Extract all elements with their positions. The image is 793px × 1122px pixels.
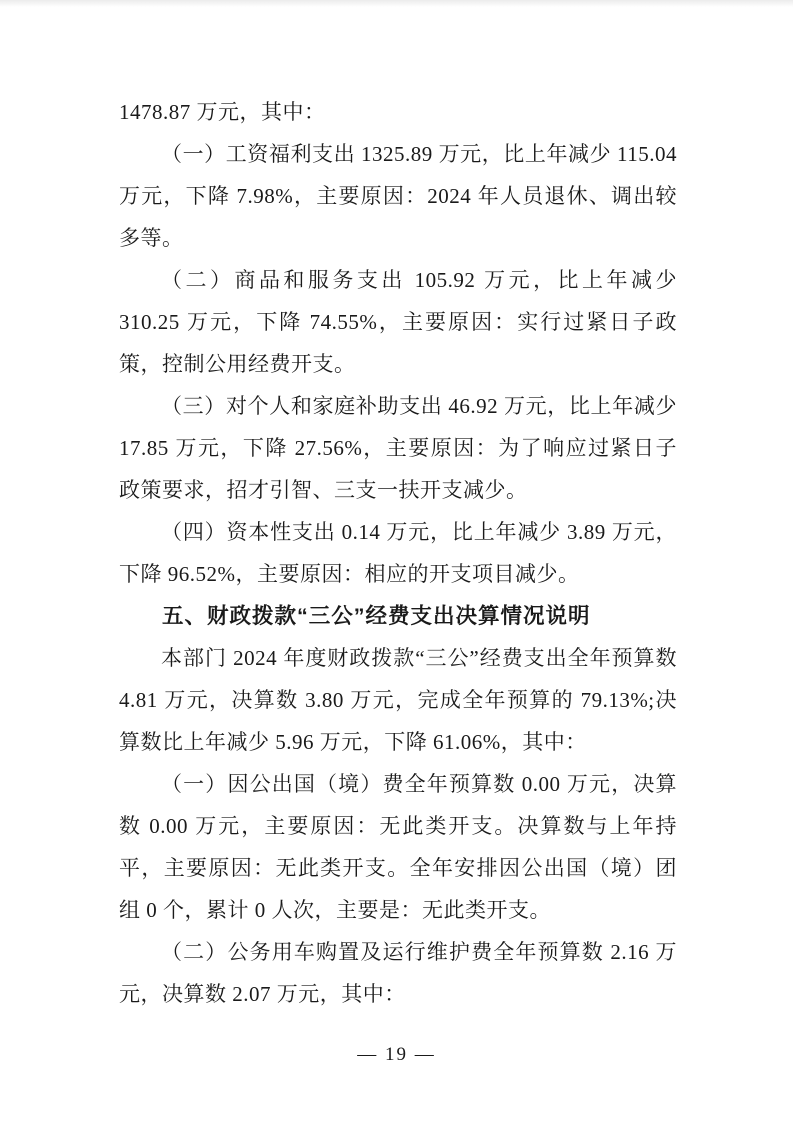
paragraph-individual-family-subsidy-expenditure: （三）对个人和家庭补助支出 46.92 万元，比上年减少 17.85 万元，下降 27.56%，主要原因：为了响应过紧日子政策要求，招才引智、三支一扶开支减少。	[119, 394, 677, 502]
section-heading-three-public-expenses: 五、财政拨款“三公”经费支出决算情况说明	[162, 604, 591, 628]
page-top-edge-shadow	[0, 0, 793, 7]
paragraph-official-vehicle-expenses: （二）公务用车购置及运行维护费全年预算数 2.16 万元，决算数 2.07 万元，其中：	[119, 940, 677, 1006]
page-number: — 19 —	[357, 1044, 436, 1065]
paragraph-three-public-expenses-summary: 本部门 2024 年度财政拨款“三公”经费支出全年预算数 4.81 万元，决算数 3.80 万元，完成全年预算的 79.13%;决算数比上年减少 5.96 万元，下降 61.06%，其中：	[119, 646, 677, 754]
page-footer	[0, 1040, 793, 1070]
paragraph-overseas-travel-expenses: （一）因公出国（境）费全年预算数 0.00 万元，决算数 0.00 万元，主要原因：无此类开支。决算数与上年持平，主要原因：无此类开支。全年安排因公出国（境）团组 0 个，累计 0 人次，主要是：无此类开支。	[119, 772, 677, 922]
paragraph-capital-expenditure: （四）资本性支出 0.14 万元，比上年减少 3.89 万元，下降 96.52%，主要原因：相应的开支项目减少。	[119, 520, 677, 586]
paragraph-goods-services-expenditure: （二）商品和服务支出 105.92 万元，比上年减少 310.25 万元，下降 74.55%，主要原因：实行过紧日子政策，控制公用经费开支。	[119, 268, 677, 376]
document-body	[119, 91, 677, 1015]
paragraph-total-expenditure-continuation: 1478.87 万元，其中：	[119, 100, 326, 124]
paragraph-wage-welfare-expenditure: （一）工资福利支出 1325.89 万元，比上年减少 115.04 万元，下降 7.98%，主要原因：2024 年人员退休、调出较多等。	[119, 142, 677, 250]
